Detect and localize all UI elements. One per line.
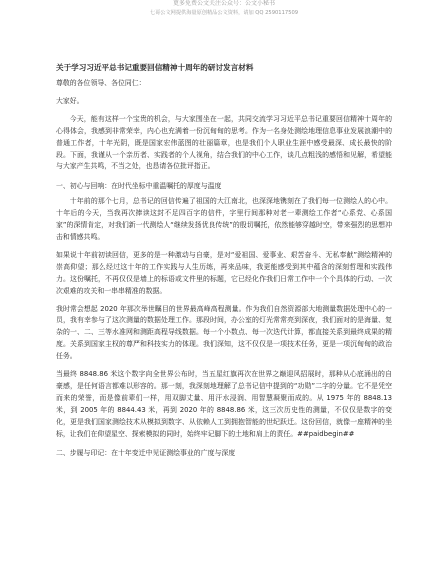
page-header-line1: 更多免费公文关注公众号：公文小秘书: [172, 0, 275, 7]
page-header-line2: 七哥公文网提供海量原创精品公文资料，请加 QQ 2590117509: [149, 10, 299, 16]
document-title: 关于学习习近平总书记重要回信精神十周年的研讨发言材料: [56, 63, 254, 72]
intro-paragraph: 今天，能有这样一个宝贵的机会，与大家围坐在一起，共同交流学习习近平总书记重要回信精神十周年的心得体会，我感到非常荣幸，内心也充满着一份沉甸甸的思考。作为一名身处测绘地理信息事业发展浪潮中的普通工作者，十年光阴，既是国家宏伟蓝图的壮丽篇章，也是我们个人职业生涯中感受最深、成长最快的阶段。下面，我谨从一个亲历者、实践者的个人视角，结合我们的中心工作，谈几点粗浅的感悟和见解，希望能与大家产生共鸣，不当之处，也恳请各位批评指正。: [56, 114, 392, 171]
paragraph-4: 当最终 8848.86 米这个数字向全世界公布时，当五星红旗再次在世界之巅迎风招展时，那种从心底涌出的自豪感，是任何语言都难以形容的。那一刻，我深刻地理解了总书记信中提到的“功勋”二字的分量。它不是凭空而来的荣誉，而是像前辈们一样，用双脚丈量、用汗水浸润、用智慧凝聚而成的。从 1975 年的 8848.13 米，到 2005 年的 8844.43 米，再到 2020 年的 8848.86 米，这三次历史性的测量，不仅仅是数字的变化，更是我们国家测绘技术从模拟到数字、从依赖人工到拥抱智能的世纪跃迁。这份回信，就像一座精神的坐标，让我们在仰望星空、探索模拟的同时，始终牢记脚下的土地和肩上的责任。##paidbegin##: [56, 370, 392, 438]
section-heading-1: 一、初心与回响：在时代坐标中重温嘱托的厚度与温度: [56, 182, 222, 191]
paragraph-3: 我时常会想起 2020 年那次举世瞩目的世界最高峰高程测量。作为我们自然资源部大地测量数据处理中心的一员，我有幸参与了这次测量的数据处理工作。那段时间，办公室的灯光常常亮到深夜，我们面对的是海量、复杂的一、二、三等水准网和测距高程导线数据。每一个小数点、每一次迭代计算，都直接关系到最终成果的精度。关系到国家主权的尊严和科技实力的体现。我们深知，这不仅仅是一项技术任务，更是一项沉甸甸的政治任务。: [56, 304, 392, 361]
document-body: [56, 62, 392, 463]
paragraph-2: 如果说十年前初读回信，更多的是一种激动与自豪，是对“爱祖国、爱事业、艰苦奋斗、无私奉献”测绘精神的崇高仰望；那么经过这十年的工作实践与人生历练，再来品味，我更能感受到其中蕴含的深刻哲理和实践伟力。这份嘱托，不再仅仅是墙上的标语或文件里的标题，它已经化作我们日常工作中一个个具体的行动、一次次艰难的攻关和一串串精准的数据。: [56, 250, 392, 295]
section-heading-2: 二、步履与印记：在十年变迁中见证测绘事业的广度与深度: [56, 449, 236, 458]
salutation: 尊敬的各位领导、各位同仁：: [56, 79, 146, 87]
paragraph-1: 十年前的那个七月，总书记的回信传遍了祖国的大江南北，也深深地镌刻在了我们每一位测绘人的心中。十年后的今天，当我再次捧读这封不足四百字的信件，字里行间那种对老一辈测绘工作者“心系党、心系国家”的深情肯定，对我们新一代测绘人“继续发扬优良传统”的殷切嘱托，依然能够穿越时空，带来强烈的思想冲击和情感共鸣。: [56, 197, 392, 241]
greeting: 大家好。: [56, 96, 84, 105]
